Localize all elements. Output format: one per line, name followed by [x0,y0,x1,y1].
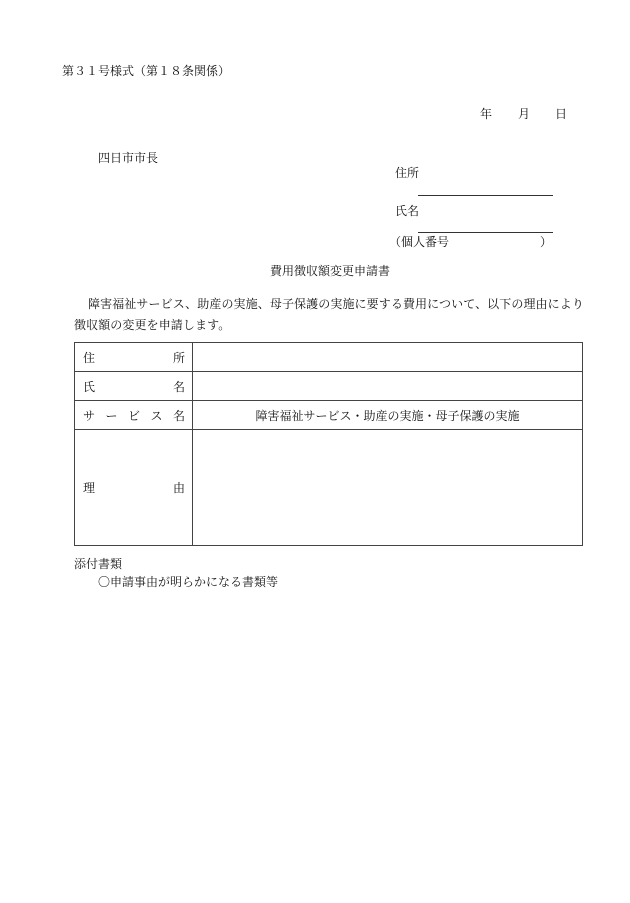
label-char: 名 [172,408,185,423]
document-title: 費用徴収額変更申請書 [269,264,390,278]
label-char: 所 [172,350,185,365]
label-char: 名 [172,379,185,394]
row-label-reason [75,430,193,546]
label-char: ス [150,408,163,423]
personal-number-open: （個人番号 [389,235,450,249]
body-text: 障害福祉サービス、助産の実施、母子保護の実施に要する費用について、以下の理由により徴収額の変更を申請します。 [74,297,584,332]
row-label-service [75,401,193,430]
date-month-label: 月 [518,107,531,121]
date-year-label: 年 [480,107,493,121]
form-number: 第３１号様式（第１８条関係） [62,64,231,78]
label-char: ビ [127,408,140,423]
table-row-name [75,372,583,401]
label-char: 理 [83,481,96,495]
address-label: 住所 [395,166,420,180]
table-row-address [75,343,583,372]
label-char: 住 [83,350,96,365]
service-value-cell: 障害福祉サービス・助産の実施・母子保護の実施 [193,401,583,430]
label-char: サ [83,408,96,423]
label-char: ー [105,408,118,423]
attachment-item: 〇申請事由が明らかになる書類等 [98,575,279,589]
reason-value-cell[interactable] [193,430,583,546]
name-value-cell[interactable] [193,372,583,401]
address-value-cell[interactable] [193,343,583,372]
name-underline [418,232,553,233]
row-label-address [75,343,193,372]
row-label-name [75,372,193,401]
name-label: 氏名 [395,204,420,218]
table-row-service [75,401,583,430]
addressee: 四日市市長 [98,151,159,165]
application-table [74,342,583,546]
label-char: 由 [172,481,185,495]
attachments-heading: 添付書類 [74,557,123,571]
address-underline [418,195,553,196]
label-char: 氏 [83,379,96,394]
personal-number-close: ） [540,235,553,249]
table-row-reason [75,430,583,546]
date-day-label: 日 [555,107,568,121]
